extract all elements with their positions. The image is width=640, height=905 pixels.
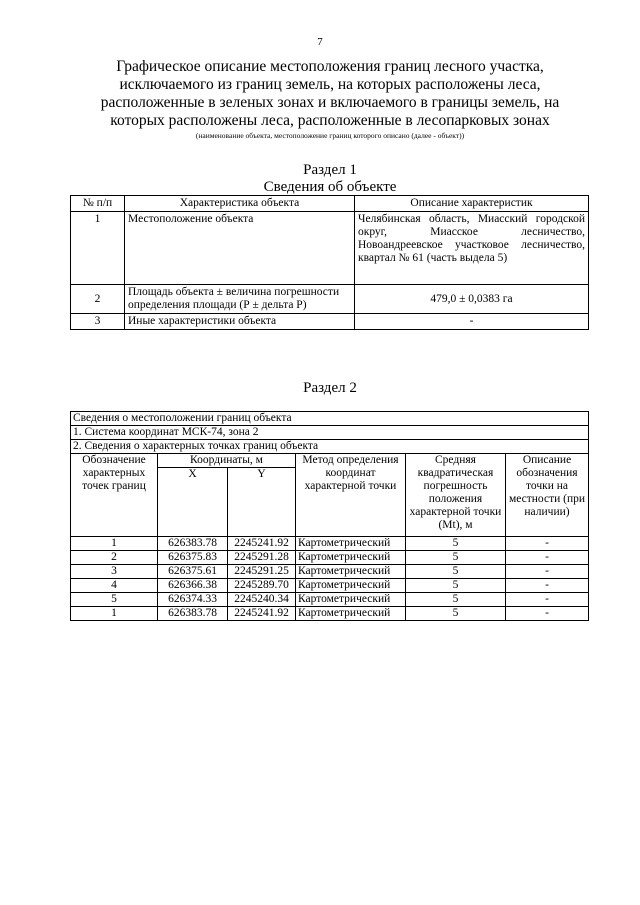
- table-row: [71, 579, 589, 593]
- point-y: 2245241.92: [228, 537, 296, 551]
- point-method: Картометрический: [296, 579, 406, 593]
- point-x: 626383.78: [158, 537, 228, 551]
- object-info-table: [70, 195, 589, 330]
- point-description: -: [506, 565, 589, 579]
- table-header-row: [71, 196, 589, 212]
- table-row: [71, 285, 589, 314]
- table-row: [71, 607, 589, 621]
- point-error: 5: [406, 565, 506, 579]
- point-method: Картометрический: [296, 607, 406, 621]
- title-line: Графическое описание местоположения границ лесного участка,: [116, 58, 544, 75]
- table-row: [71, 537, 589, 551]
- point-y: 2245291.25: [228, 565, 296, 579]
- section1-subtitle: Сведения об объекте: [263, 179, 397, 195]
- col-header-description: Описание характеристик: [355, 196, 589, 212]
- point-x: 626374.33: [158, 593, 228, 607]
- col-header-y: Y: [228, 468, 296, 537]
- point-method: Картометрический: [296, 537, 406, 551]
- point-method: Картометрический: [296, 593, 406, 607]
- point-error: 5: [406, 537, 506, 551]
- info-row-text: Сведения о местоположении границ объекта: [71, 412, 589, 426]
- col-header-designation: Обозначение характерных точек границ: [71, 454, 158, 537]
- section2-title: Раздел 2: [303, 380, 357, 396]
- point-description: -: [506, 607, 589, 621]
- point-error: 5: [406, 607, 506, 621]
- point-y: 2245289.70: [228, 579, 296, 593]
- point-error: 5: [406, 551, 506, 565]
- table-row: [71, 212, 589, 285]
- info-row: [71, 440, 589, 454]
- title-line: которых расположены леса, расположенные в лесопарковых зонах: [110, 112, 550, 129]
- point-description: -: [506, 537, 589, 551]
- info-row-text: 1. Система координат МСК-74, зона 2: [71, 426, 589, 440]
- point-number: 2: [71, 551, 158, 565]
- document-title: [70, 58, 590, 130]
- section1-heading: [0, 162, 640, 196]
- point-method: Картометрический: [296, 565, 406, 579]
- row-description: -: [355, 314, 589, 330]
- point-x: 626375.61: [158, 565, 228, 579]
- point-y: 2245240.34: [228, 593, 296, 607]
- col-header-method: Метод определения координат характерной точки: [296, 454, 406, 537]
- row-description: Челябинская область, Миасский городской округ, Миасское лесничество, Новоандреевское участковое лесничество, квартал № 61 (часть выдела 5): [355, 212, 589, 285]
- table-row: [71, 565, 589, 579]
- point-error: 5: [406, 579, 506, 593]
- col-header-x: X: [158, 468, 228, 537]
- point-x: 626375.83: [158, 551, 228, 565]
- table-header-row: [71, 454, 589, 468]
- section1-title: Раздел 1: [303, 162, 357, 178]
- point-number: 1: [71, 537, 158, 551]
- info-row-text: 2. Сведения о характерных точках границ объекта: [71, 440, 589, 454]
- point-description: -: [506, 579, 589, 593]
- row-num: 2: [71, 285, 125, 314]
- point-description: -: [506, 551, 589, 565]
- point-number: 1: [71, 607, 158, 621]
- point-number: 4: [71, 579, 158, 593]
- info-row: [71, 426, 589, 440]
- row-characteristic: Местоположение объекта: [125, 212, 355, 285]
- point-number: 3: [71, 565, 158, 579]
- point-description: -: [506, 593, 589, 607]
- row-characteristic: Площадь объекта ± величина погрешности определения площади (Р ± дельта Р): [125, 285, 355, 314]
- point-y: 2245241.92: [228, 607, 296, 621]
- col-header-num: № п/п: [71, 196, 125, 212]
- point-number: 5: [71, 593, 158, 607]
- page-number: 7: [317, 36, 323, 48]
- row-characteristic: Иные характеристики объекта: [125, 314, 355, 330]
- document-subtitle: (наименование объекта, местоположение границ которого описано (далее - объект)): [195, 131, 465, 140]
- row-description: 479,0 ± 0,0383 га: [355, 285, 589, 314]
- title-line: исключаемого из границ земель, на которых расположены леса,: [119, 76, 541, 93]
- point-y: 2245291.28: [228, 551, 296, 565]
- col-header-point-description: Описание обозначения точки на местности (при наличии): [506, 454, 589, 537]
- table-row: [71, 314, 589, 330]
- table-row: [71, 593, 589, 607]
- point-x: 626383.78: [158, 607, 228, 621]
- col-header-coords: Координаты, м: [158, 454, 296, 468]
- col-header-error: Средняя квадратическая погрешность положения характерной точки (Mt), м: [406, 454, 506, 537]
- col-header-characteristic: Характеристика объекта: [125, 196, 355, 212]
- point-x: 626366.38: [158, 579, 228, 593]
- point-error: 5: [406, 593, 506, 607]
- boundary-points-table: [70, 411, 589, 621]
- row-num: 1: [71, 212, 125, 285]
- info-row: [71, 412, 589, 426]
- row-num: 3: [71, 314, 125, 330]
- title-line: расположенные в зеленых зонах и включаемого в границы земель, на: [100, 94, 560, 111]
- point-method: Картометрический: [296, 551, 406, 565]
- table-row: [71, 551, 589, 565]
